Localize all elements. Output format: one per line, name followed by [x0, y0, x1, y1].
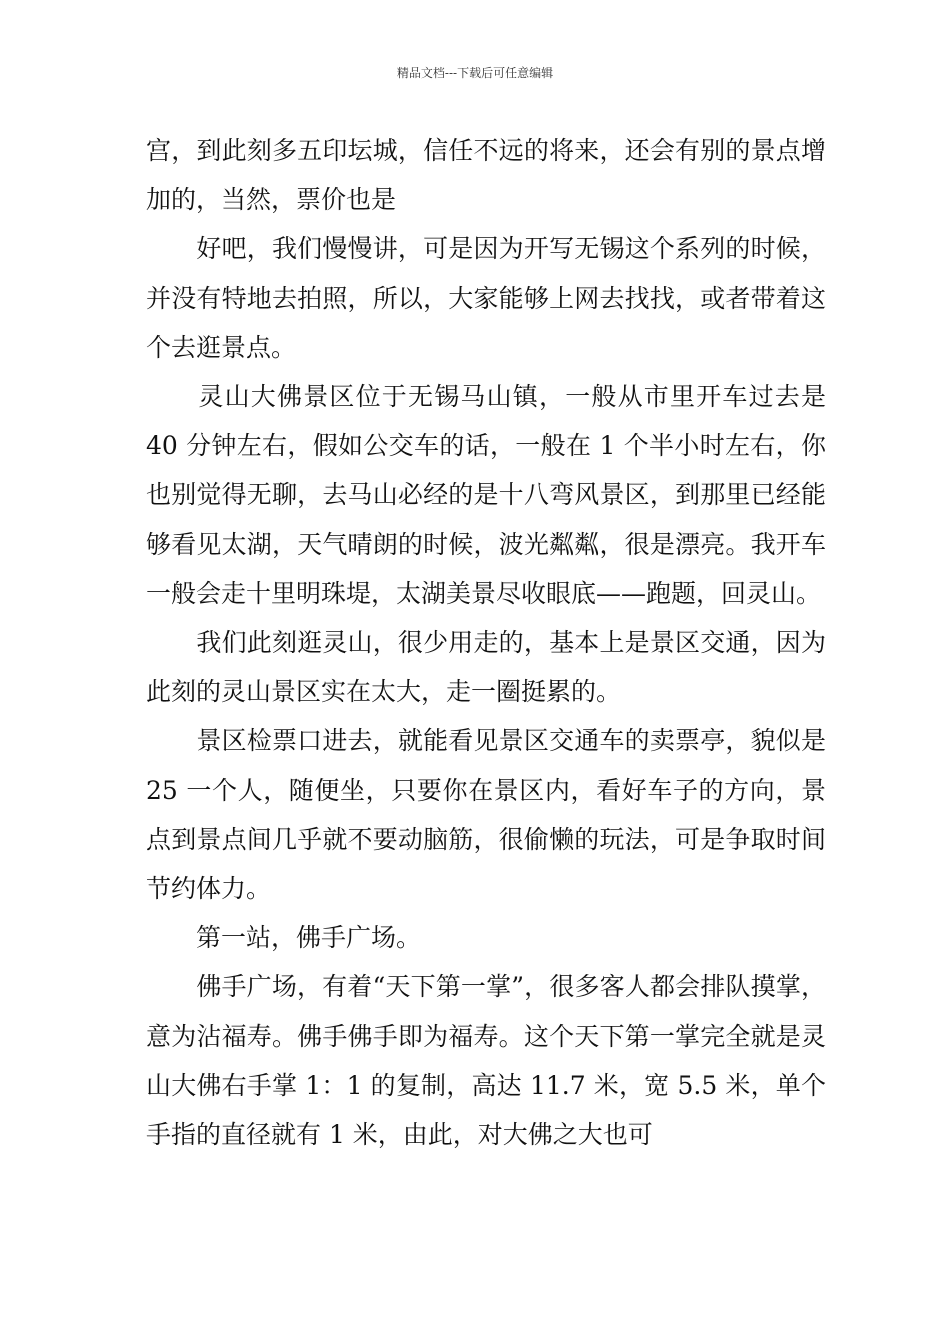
- paragraph: 灵山大佛景区位于无锡马山镇，一般从市里开车过去是 40 分钟左右，假如公交车的话，一般在 1 个半小时左右，你也别觉得无聊，去马山必经的是十八弯风景区，到那里已经能够看见太湖，天气晴朗的时候，波光粼粼，很是漂亮。我开车一般会走十里明珠堤，太湖美景尽收眼底——跑题，回灵山。: [146, 382, 826, 608]
- document-body: [146, 126, 826, 1159]
- paragraph: 景区检票口进去，就能看见景区交通车的卖票亭，貌似是 25 一个人，随便坐，只要你在景区内，看好车子的方向，景点到景点间几乎就不要动脑筋，很偷懒的玩法，可是争取时间节约体力。: [146, 726, 826, 904]
- paragraph: 佛手广场，有着“天下第一掌”，很多客人都会排队摸掌，意为沾福寿。佛手佛手即为福寿。这个天下第一掌完全就是灵山大佛右手掌 1：1 的复制，高达 11.7 米，宽 5.5 米，单个手指的直径就有 1 米，由此，对大佛之大也可: [146, 972, 826, 1150]
- paragraph: 好吧，我们慢慢讲，可是因为开写无锡这个系列的时候，并没有特地去拍照，所以，大家能够上网去找找，或者带着这个去逛景点。: [146, 234, 826, 362]
- page-header: 精品文档---下载后可任意编辑: [396, 66, 554, 80]
- paragraph: 宫，到此刻多五印坛城，信任不远的将来，还会有别的景点增加的，当然，票价也是: [146, 136, 826, 215]
- paragraph: 我们此刻逛灵山，很少用走的，基本上是景区交通，因为此刻的灵山景区实在太大，走一圈挺累的。: [146, 628, 826, 707]
- paragraph: 第一站，佛手广场。: [146, 923, 422, 953]
